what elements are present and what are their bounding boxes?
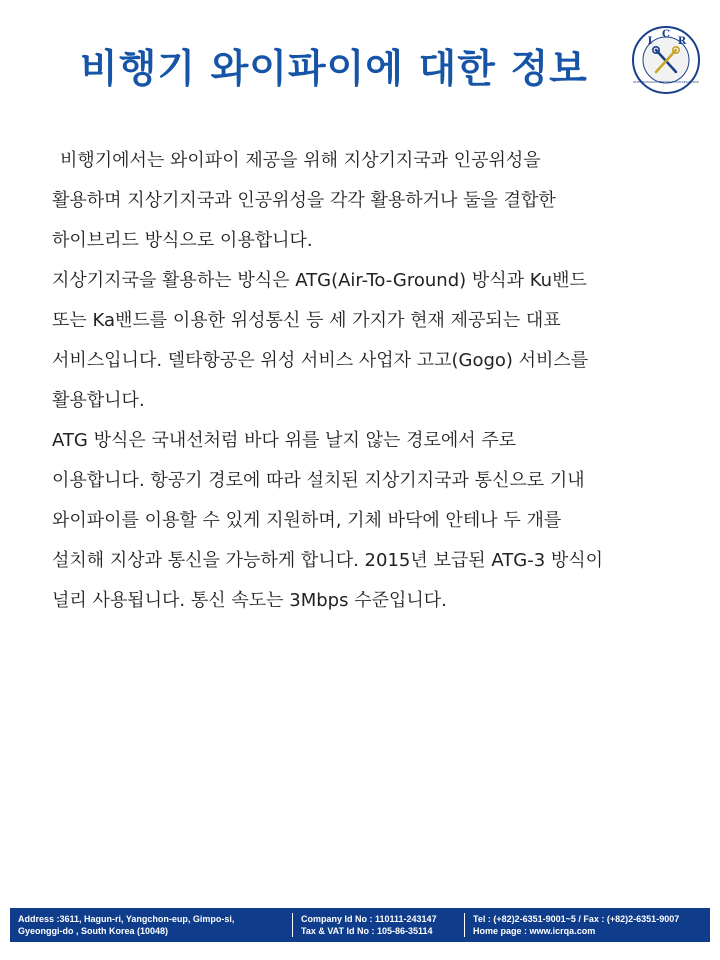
footer-tax-id: Tax & VAT Id No : 105-86-35114 — [301, 926, 433, 936]
icr-logo — [631, 25, 701, 95]
paragraph-line: 이용합니다. 항공기 경로에 따라 설치된 지상기지국과 통신으로 기내 — [52, 470, 585, 491]
logo-letter-c: C — [662, 29, 670, 40]
paragraph-line: ATG 방식은 국내선처럼 바다 위를 날지 않는 경로에서 주로 — [52, 430, 517, 451]
paragraph-line: 비행기에서는 와이파이 제공을 위해 지상기지국과 인공위성을 — [60, 150, 541, 171]
page-title: 비행기 와이파이에 대한 정보 — [80, 47, 588, 92]
footer-company-id: Company Id No : 110111-243147 — [301, 914, 437, 924]
paragraph-line: 널리 사용됩니다. 통신 속도는 3Mbps 수준입니다. — [52, 590, 447, 611]
paragraph — [52, 421, 692, 621]
footer-address-line: Gyeonggi-do , South Korea (10048) — [18, 926, 169, 936]
paragraph — [52, 141, 692, 261]
footer-homepage: Home page : www.icrqa.com — [473, 926, 596, 936]
logo-letter-r: R — [677, 36, 687, 47]
body-text — [52, 141, 692, 621]
paragraph-line: 설치해 지상과 통신을 가능하게 합니다. 2015년 보급된 ATG-3 방식이 — [52, 550, 604, 571]
paragraph-line: 활용하며 지상기지국과 인공위성을 각각 활용하거나 둘을 결합한 — [52, 190, 556, 211]
footer-address-line: Address :3611, Hagun-ri, Yangchon-eup, Gimpo-si, — [18, 914, 235, 924]
footer-tel-fax: Tel : (+82)2-6351-9001~5 / Fax : (+82)2-6351-9007 — [473, 914, 680, 924]
footer-bar — [10, 908, 710, 942]
paragraph-line: 와이파이를 이용할 수 있게 지원하며, 기체 바닥에 안테나 두 개를 — [52, 510, 562, 531]
paragraph-line: 하이브리드 방식으로 이용합니다. — [52, 230, 313, 251]
paragraph-line: 활용합니다. — [52, 390, 145, 411]
logo-letter-i: I — [647, 36, 653, 47]
paragraph-line: 서비스입니다. 델타항공은 위성 서비스 사업자 고고(Gogo) 서비스를 — [52, 350, 589, 371]
logo-ring-text: INTERNATIONAL CERTIFICATION REGISTRAR — [633, 80, 699, 84]
paragraph-line: 지상기지국을 활용하는 방식은 ATG(Air-To-Ground) 방식과 Ku밴드 — [52, 270, 587, 291]
paragraph — [52, 261, 692, 421]
footer-address — [10, 913, 292, 937]
footer-contact — [464, 913, 710, 937]
paragraph-line: 또는 Ka밴드를 이용한 위성통신 등 세 가지가 현재 제공되는 대표 — [52, 310, 561, 331]
footer-company-ids — [292, 913, 464, 937]
